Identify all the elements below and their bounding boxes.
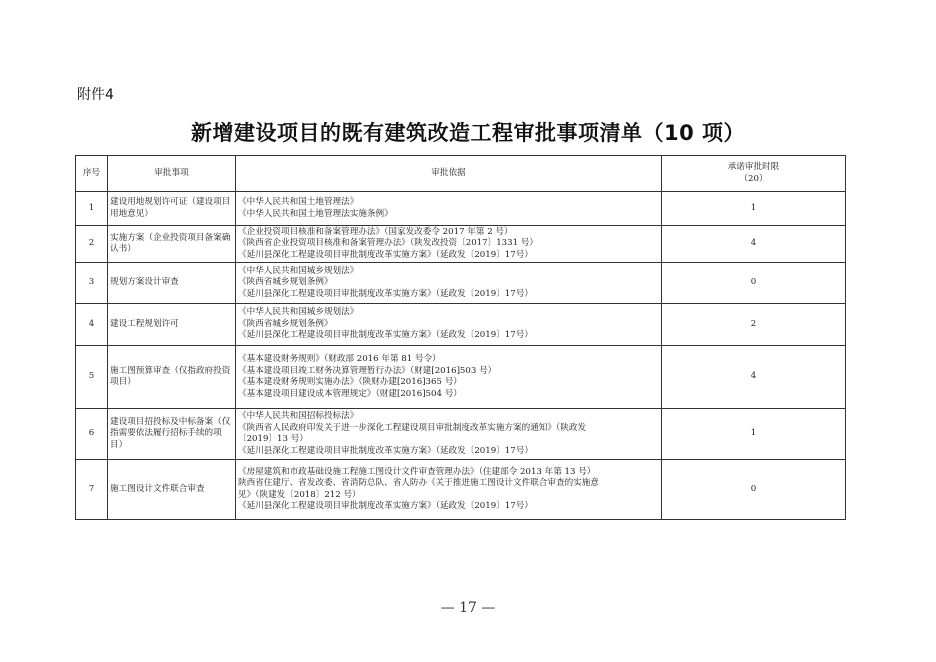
basis-line: 《基本建设项目竣工财务决算管理暂行办法》（财建[2016]503 号） — [238, 365, 497, 376]
row-seq: 1 — [76, 192, 108, 226]
row-limit: 0 — [662, 460, 846, 520]
row-seq: 6 — [76, 409, 108, 460]
basis-line: 《延川县深化工程建设项目审批制度改革实施方案》（延政发〔2019〕17号） — [238, 330, 533, 341]
row-item: 建设项目招投标及中标备案（仅指需要依法履行招标手续的项目） — [108, 409, 236, 460]
basis-line: 《中华人民共和国城乡规划法》 — [238, 307, 359, 318]
table-row — [76, 226, 846, 263]
attachment-label: 附件4 — [77, 87, 114, 103]
row-basis — [236, 263, 662, 304]
row-seq: 5 — [76, 346, 108, 409]
basis-line: 陕西省住建厅、省发改委、省消防总队、省人防办《关于推进施工图设计文件联合审查的实施意 — [238, 478, 599, 488]
basis-line: 《延川县深化工程建设项目审批制度改革实施方案》（延政发〔2019〕17号） — [238, 249, 533, 260]
row-limit: 0 — [662, 263, 846, 304]
table-row — [76, 460, 846, 520]
row-basis — [236, 304, 662, 346]
basis-line: 《延川县深化工程建设项目审批制度改革实施方案》（延政发〔2019〕17号） — [238, 445, 533, 456]
basis-line: 《基本建设财务规则实施办法》（陕财办建[2016]365 号） — [238, 377, 462, 387]
basis-line: 《中华人民共和国土地管理法》 — [238, 197, 359, 207]
header-limit — [662, 156, 846, 192]
row-item: 施工图设计文件联合审查 — [108, 460, 236, 520]
row-item: 建设用地规划许可证（建设项目用地意见） — [108, 192, 236, 226]
header-seq: 序号 — [76, 156, 108, 192]
basis-line: 《中华人民共和国城乡规划法》 — [238, 265, 359, 276]
row-item: 建设工程规划许可 — [108, 304, 236, 346]
basis-line: 见》（陕建发〔2018〕212 号） — [238, 489, 361, 500]
basis-line: 《基本建设财务规则》（财政部 2016 年第 81 号令） — [238, 354, 441, 364]
basis-line: 《企业投资项目核准和备案管理办法》（国家发改委令 2017 年第 2 号） — [238, 226, 513, 237]
basis-line: 《陕西省人民政府印发关于进一步深化工程建设项目审批制度改革实施方案的通知》（陕政发 — [238, 422, 587, 433]
table-row — [76, 346, 846, 409]
basis-line: 《陕西省城乡规划条例》 — [238, 277, 333, 288]
basis-line: 〔2019〕13 号） — [238, 434, 308, 444]
row-item: 实施方案（企业投资项目备案确认书） — [108, 226, 236, 263]
row-limit: 1 — [662, 192, 846, 226]
table-row — [76, 409, 846, 460]
approval-items-table — [75, 155, 846, 520]
header-basis: 审批依据 — [236, 156, 662, 192]
row-limit: 4 — [662, 226, 846, 263]
row-item: 规划方案设计审查 — [108, 263, 236, 304]
table-row — [76, 304, 846, 346]
header-limit-total: （20） — [739, 173, 768, 184]
row-limit: 1 — [662, 409, 846, 460]
table-row — [76, 192, 846, 226]
header-item: 审批事项 — [108, 156, 236, 192]
basis-line: 《基本建设项目建设成本管理规定》（财建[2016]504 号） — [238, 388, 462, 399]
basis-line: 《延川县深化工程建设项目审批制度改革实施方案》（延政发〔2019〕17号） — [238, 501, 533, 511]
basis-line: 《陕西省城乡规划条例》 — [238, 318, 333, 329]
row-basis — [236, 226, 662, 263]
page-title: 新增建设项目的既有建筑改造工程审批事项清单（10 项） — [190, 121, 746, 145]
row-seq: 7 — [76, 460, 108, 520]
page-number: — 17 — — [440, 600, 496, 616]
basis-line: 《陕西省企业投资项目核准和备案管理办法》（陕发改投资〔2017〕1331 号） — [238, 238, 538, 249]
header-limit-label: 承诺审批时限 — [727, 162, 780, 172]
row-basis — [236, 460, 662, 520]
row-seq: 4 — [76, 304, 108, 346]
table-row — [76, 263, 846, 304]
row-limit: 2 — [662, 304, 846, 346]
basis-line: 《中华人民共和国招标投标法》 — [238, 411, 359, 421]
table-header-row — [76, 156, 846, 192]
row-limit: 4 — [662, 346, 846, 409]
row-basis — [236, 192, 662, 226]
basis-line: 《房屋建筑和市政基础设施工程施工图设计文件审查管理办法》（住建部令 2013 年第 13 号） — [238, 466, 596, 477]
basis-line: 《延川县深化工程建设项目审批制度改革实施方案》（延政发〔2019〕17号） — [238, 288, 533, 299]
row-item: 施工图预算审查（仅指政府投资项目） — [108, 346, 236, 409]
row-seq: 3 — [76, 263, 108, 304]
row-basis — [236, 409, 662, 460]
row-basis — [236, 346, 662, 409]
basis-line: 《中华人民共和国土地管理法实施条例》 — [238, 208, 393, 219]
row-seq: 2 — [76, 226, 108, 263]
